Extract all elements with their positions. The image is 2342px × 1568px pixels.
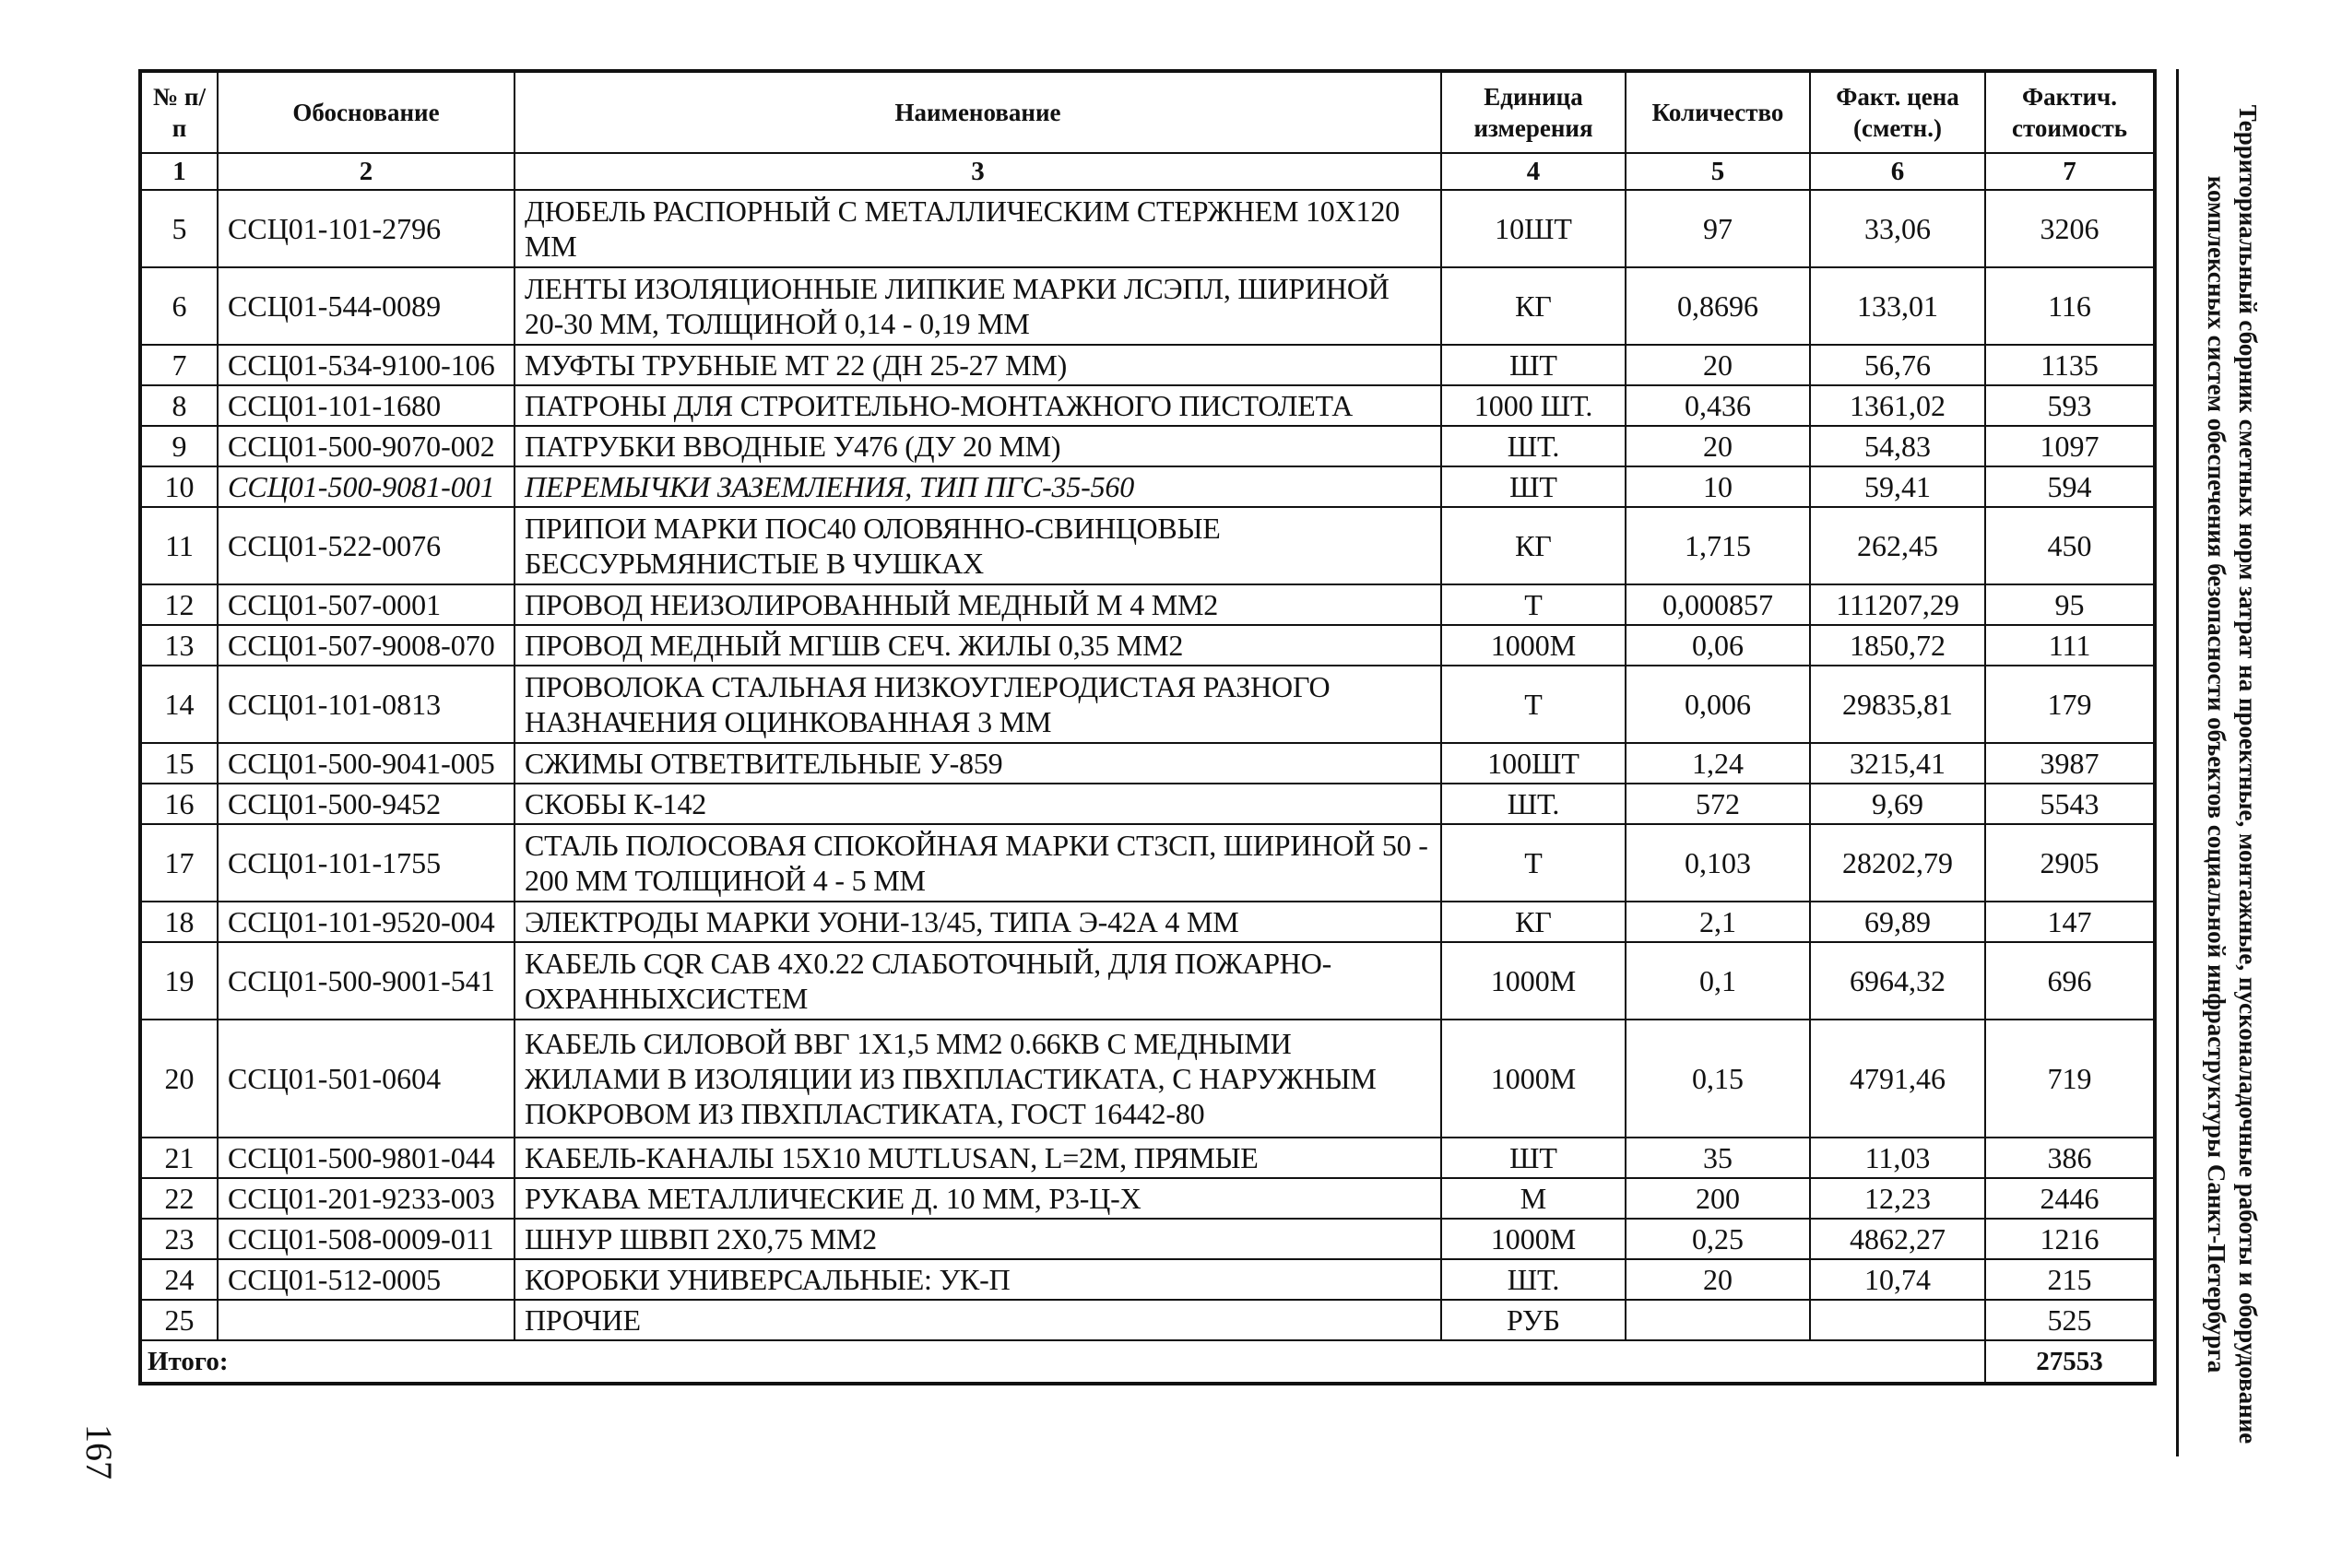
cell-name: МУФТЫ ТРУБНЫЕ МТ 22 (ДН 25-27 ММ) [515, 345, 1441, 385]
cell-qty: 0,15 [1626, 1020, 1810, 1138]
cell-basis: ССЦ01-507-9008-070 [218, 625, 515, 666]
table-row [140, 743, 2155, 784]
cell-qty: 20 [1626, 426, 1810, 466]
table-body [140, 190, 2155, 1340]
estimate-table [138, 69, 2157, 1385]
header-qty: Количество [1626, 71, 1810, 153]
cell-unit: 10ШТ [1441, 190, 1626, 267]
cell-unit: 100ШТ [1441, 743, 1626, 784]
cell-unit: 1000М [1441, 625, 1626, 666]
cell-price: 29835,81 [1810, 666, 1985, 743]
cell-unit: ШТ [1441, 1138, 1626, 1178]
cell-name: ПЕРЕМЫЧКИ ЗАЗЕМЛЕНИЯ, ТИП ПГС-35-560 [515, 466, 1441, 507]
cell-name: ЭЛЕКТРОДЫ МАРКИ УОНИ-13/45, ТИПА Э-42А 4 ММ [515, 902, 1441, 942]
cell-unit: 1000М [1441, 1219, 1626, 1259]
cell-basis [218, 1300, 515, 1340]
cell-qty: 0,8696 [1626, 267, 1810, 345]
table-row [140, 584, 2155, 625]
cell-unit: КГ [1441, 902, 1626, 942]
cell-qty: 200 [1626, 1178, 1810, 1219]
cell-unit: ШТ. [1441, 784, 1626, 824]
cell-price: 56,76 [1810, 345, 1985, 385]
cell-qty: 35 [1626, 1138, 1810, 1178]
table-row [140, 190, 2155, 267]
col-number: 3 [515, 153, 1441, 190]
table-row [140, 902, 2155, 942]
cell-cost: 179 [1985, 666, 2155, 743]
cell-qty: 10 [1626, 466, 1810, 507]
cell-cost: 5543 [1985, 784, 2155, 824]
cell-basis: ССЦ01-507-0001 [218, 584, 515, 625]
cell-num: 6 [140, 267, 218, 345]
cell-qty: 20 [1626, 1259, 1810, 1300]
cell-unit: ШТ [1441, 466, 1626, 507]
cell-unit: КГ [1441, 267, 1626, 345]
table-row [140, 267, 2155, 345]
cell-cost: 215 [1985, 1259, 2155, 1300]
cell-unit: М [1441, 1178, 1626, 1219]
cell-basis: ССЦ01-201-9233-003 [218, 1178, 515, 1219]
cell-price: 59,41 [1810, 466, 1985, 507]
cell-cost: 696 [1985, 942, 2155, 1020]
table-row [140, 1020, 2155, 1138]
header-cost: Фактич. стоимость [1985, 71, 2155, 153]
table-header [140, 71, 2155, 190]
cell-unit: ШТ. [1441, 1259, 1626, 1300]
table-row [140, 942, 2155, 1020]
cell-basis: ССЦ01-101-1680 [218, 385, 515, 426]
cell-name: ПРОВОД НЕИЗОЛИРОВАННЫЙ МЕДНЫЙ М 4 ММ2 [515, 584, 1441, 625]
cell-qty: 1,715 [1626, 507, 1810, 584]
cell-basis: ССЦ01-500-9452 [218, 784, 515, 824]
cell-qty: 0,1 [1626, 942, 1810, 1020]
cell-price [1810, 1300, 1985, 1340]
cell-cost: 1135 [1985, 345, 2155, 385]
cell-cost: 95 [1985, 584, 2155, 625]
cell-price: 4791,46 [1810, 1020, 1985, 1138]
cell-num: 19 [140, 942, 218, 1020]
cell-unit: 1000М [1441, 942, 1626, 1020]
cell-name: ПАТРУБКИ ВВОДНЫЕ У476 (ДУ 20 ММ) [515, 426, 1441, 466]
table-row [140, 625, 2155, 666]
cell-qty: 2,1 [1626, 902, 1810, 942]
cell-price: 28202,79 [1810, 824, 1985, 902]
cell-price: 1850,72 [1810, 625, 1985, 666]
cell-price: 1361,02 [1810, 385, 1985, 426]
cell-name: СКОБЫ К-142 [515, 784, 1441, 824]
header-unit: Единица измерения [1441, 71, 1626, 153]
col-number: 5 [1626, 153, 1810, 190]
cell-price: 33,06 [1810, 190, 1985, 267]
cell-num: 15 [140, 743, 218, 784]
cell-basis: ССЦ01-101-9520-004 [218, 902, 515, 942]
table-row [140, 1259, 2155, 1300]
cell-basis: ССЦ01-500-9070-002 [218, 426, 515, 466]
column-number-row [140, 153, 2155, 190]
table-row [140, 385, 2155, 426]
cell-name: РУКАВА МЕТАЛЛИЧЕСКИЕ Д. 10 ММ, Р3-Ц-Х [515, 1178, 1441, 1219]
cell-num: 22 [140, 1178, 218, 1219]
cell-basis: ССЦ01-500-9001-541 [218, 942, 515, 1020]
col-number: 2 [218, 153, 515, 190]
cell-price: 11,03 [1810, 1138, 1985, 1178]
cell-unit: Т [1441, 584, 1626, 625]
total-value: 27553 [1985, 1340, 2155, 1384]
cell-num: 7 [140, 345, 218, 385]
cell-price: 12,23 [1810, 1178, 1985, 1219]
cell-qty: 0,006 [1626, 666, 1810, 743]
cell-price: 9,69 [1810, 784, 1985, 824]
cell-num: 13 [140, 625, 218, 666]
cell-qty: 1,24 [1626, 743, 1810, 784]
cell-unit: Т [1441, 666, 1626, 743]
cell-name: СТАЛЬ ПОЛОСОВАЯ СПОКОЙНАЯ МАРКИ СТ3СП, ШИРИНОЙ 50 - 200 ММ ТОЛЩИНОЙ 4 - 5 ММ [515, 824, 1441, 902]
cell-unit: 1000 ШТ. [1441, 385, 1626, 426]
cell-qty: 97 [1626, 190, 1810, 267]
cell-qty: 0,103 [1626, 824, 1810, 902]
cell-basis: ССЦ01-508-0009-011 [218, 1219, 515, 1259]
cell-name: КАБЕЛЬ СИЛОВОЙ ВВГ 1Х1,5 ММ2 0.66КВ С МЕДНЫМИ ЖИЛАМИ В ИЗОЛЯЦИИ ИЗ ПВХПЛАСТИКАТА, С НАРУЖНЫМ ПОКРОВОМ ИЗ ПВХПЛАСТИКАТА, ГОСТ 16442-80 [515, 1020, 1441, 1138]
cell-cost: 719 [1985, 1020, 2155, 1138]
table-row [140, 824, 2155, 902]
cell-unit: 1000М [1441, 1020, 1626, 1138]
table-row [140, 1138, 2155, 1178]
col-number: 1 [140, 153, 218, 190]
table-row [140, 1219, 2155, 1259]
cell-num: 11 [140, 507, 218, 584]
cell-num: 16 [140, 784, 218, 824]
table-row [140, 426, 2155, 466]
cell-price: 133,01 [1810, 267, 1985, 345]
col-number: 4 [1441, 153, 1626, 190]
cell-price: 69,89 [1810, 902, 1985, 942]
cell-cost: 2446 [1985, 1178, 2155, 1219]
cell-qty: 572 [1626, 784, 1810, 824]
cell-unit: РУБ [1441, 1300, 1626, 1340]
cell-cost: 3206 [1985, 190, 2155, 267]
cell-basis: ССЦ01-500-9801-044 [218, 1138, 515, 1178]
cell-price: 3215,41 [1810, 743, 1985, 784]
cell-cost: 111 [1985, 625, 2155, 666]
cell-num: 21 [140, 1138, 218, 1178]
cell-cost: 1097 [1985, 426, 2155, 466]
cell-basis: ССЦ01-501-0604 [218, 1020, 515, 1138]
cell-num: 24 [140, 1259, 218, 1300]
cell-qty: 0,436 [1626, 385, 1810, 426]
cell-basis: ССЦ01-544-0089 [218, 267, 515, 345]
cell-qty: 0,000857 [1626, 584, 1810, 625]
total-label: Итого: [140, 1340, 1985, 1384]
cell-num: 10 [140, 466, 218, 507]
cell-num: 18 [140, 902, 218, 942]
cell-name: КАБЕЛЬ-КАНАЛЫ 15Х10 MUTLUSAN, L=2M, ПРЯМЫЕ [515, 1138, 1441, 1178]
table-row [140, 466, 2155, 507]
cell-price: 4862,27 [1810, 1219, 1985, 1259]
col-number: 6 [1810, 153, 1985, 190]
cell-num: 17 [140, 824, 218, 902]
cell-price: 54,83 [1810, 426, 1985, 466]
cell-num: 23 [140, 1219, 218, 1259]
cell-price: 6964,32 [1810, 942, 1985, 1020]
cell-name: ПРОВОД МЕДНЫЙ МГШВ СЕЧ. ЖИЛЫ 0,35 ММ2 [515, 625, 1441, 666]
cell-basis: ССЦ01-101-0813 [218, 666, 515, 743]
cell-cost: 3987 [1985, 743, 2155, 784]
cell-price: 262,45 [1810, 507, 1985, 584]
cell-qty: 0,06 [1626, 625, 1810, 666]
cell-cost: 2905 [1985, 824, 2155, 902]
cell-basis: ССЦ01-500-9081-001 [218, 466, 515, 507]
cell-unit: КГ [1441, 507, 1626, 584]
cell-num: 14 [140, 666, 218, 743]
cell-cost: 147 [1985, 902, 2155, 942]
header-price: Факт. цена (сметн.) [1810, 71, 1985, 153]
cell-unit: ШТ. [1441, 426, 1626, 466]
cell-name: КАБЕЛЬ CQR CAB 4X0.22 СЛАБОТОЧНЫЙ, ДЛЯ ПОЖАРНО-ОХРАННЫХСИСТЕМ [515, 942, 1441, 1020]
header-basis: Обоснование [218, 71, 515, 153]
header-name: Наименование [515, 71, 1441, 153]
cell-unit: Т [1441, 824, 1626, 902]
cell-unit: ШТ [1441, 345, 1626, 385]
page-number: 167 [78, 1424, 120, 1480]
cell-name: ДЮБЕЛЬ РАСПОРНЫЙ С МЕТАЛЛИЧЕСКИМ СТЕРЖНЕМ 10Х120 ММ [515, 190, 1441, 267]
cell-basis: ССЦ01-500-9041-005 [218, 743, 515, 784]
cell-cost: 593 [1985, 385, 2155, 426]
cell-cost: 386 [1985, 1138, 2155, 1178]
cell-name: ПАТРОНЫ ДЛЯ СТРОИТЕЛЬНО-МОНТАЖНОГО ПИСТОЛЕТА [515, 385, 1441, 426]
cell-qty [1626, 1300, 1810, 1340]
header-num: № п/п [140, 71, 218, 153]
side-title [2125, 83, 2264, 1466]
side-title-line1: Территориальный сборник сметных норм затрат на проектные, монтажные, пусконаладочные работы и оборудование [2234, 104, 2262, 1444]
cell-name: КОРОБКИ УНИВЕРСАЛЬНЫЕ: УК-П [515, 1259, 1441, 1300]
cell-num: 8 [140, 385, 218, 426]
cell-name: ПРОВОЛОКА СТАЛЬНАЯ НИЗКОУГЛЕРОДИСТАЯ РАЗНОГО НАЗНАЧЕНИЯ ОЦИНКОВАННАЯ 3 ММ [515, 666, 1441, 743]
table-row [140, 666, 2155, 743]
cell-basis: ССЦ01-101-2796 [218, 190, 515, 267]
cell-name: ШНУР ШВВП 2Х0,75 ММ2 [515, 1219, 1441, 1259]
header-row [140, 71, 2155, 153]
table-row [140, 1300, 2155, 1340]
cell-cost: 450 [1985, 507, 2155, 584]
cell-cost: 1216 [1985, 1219, 2155, 1259]
side-title-line2: комплексных систем обеспечения безопасности объектов социальной инфраструктуры Санкт-Петербурга [2203, 175, 2230, 1373]
cell-basis: ССЦ01-534-9100-106 [218, 345, 515, 385]
cell-cost: 116 [1985, 267, 2155, 345]
cell-qty: 20 [1626, 345, 1810, 385]
cell-num: 20 [140, 1020, 218, 1138]
cell-cost: 525 [1985, 1300, 2155, 1340]
table-row [140, 784, 2155, 824]
cell-basis: ССЦ01-512-0005 [218, 1259, 515, 1300]
cell-name: ЛЕНТЫ ИЗОЛЯЦИОННЫЕ ЛИПКИЕ МАРКИ ЛСЭПЛ, ШИРИНОЙ 20-30 ММ, ТОЛЩИНОЙ 0,14 - 0,19 ММ [515, 267, 1441, 345]
cell-num: 9 [140, 426, 218, 466]
cell-num: 25 [140, 1300, 218, 1340]
col-number: 7 [1985, 153, 2155, 190]
table-row [140, 345, 2155, 385]
total-row [140, 1340, 2155, 1384]
cell-cost: 594 [1985, 466, 2155, 507]
cell-name: ПРИПОИ МАРКИ ПОС40 ОЛОВЯННО-СВИНЦОВЫЕ БЕССУРЬМЯНИСТЫЕ В ЧУШКАХ [515, 507, 1441, 584]
cell-num: 12 [140, 584, 218, 625]
cell-basis: ССЦ01-101-1755 [218, 824, 515, 902]
cell-name: ПРОЧИЕ [515, 1300, 1441, 1340]
cell-basis: ССЦ01-522-0076 [218, 507, 515, 584]
cell-price: 10,74 [1810, 1259, 1985, 1300]
table-row [140, 507, 2155, 584]
cell-price: 111207,29 [1810, 584, 1985, 625]
cell-name: СЖИМЫ ОТВЕТВИТЕЛЬНЫЕ У-859 [515, 743, 1441, 784]
table-row [140, 1178, 2155, 1219]
cell-qty: 0,25 [1626, 1219, 1810, 1259]
cell-num: 5 [140, 190, 218, 267]
